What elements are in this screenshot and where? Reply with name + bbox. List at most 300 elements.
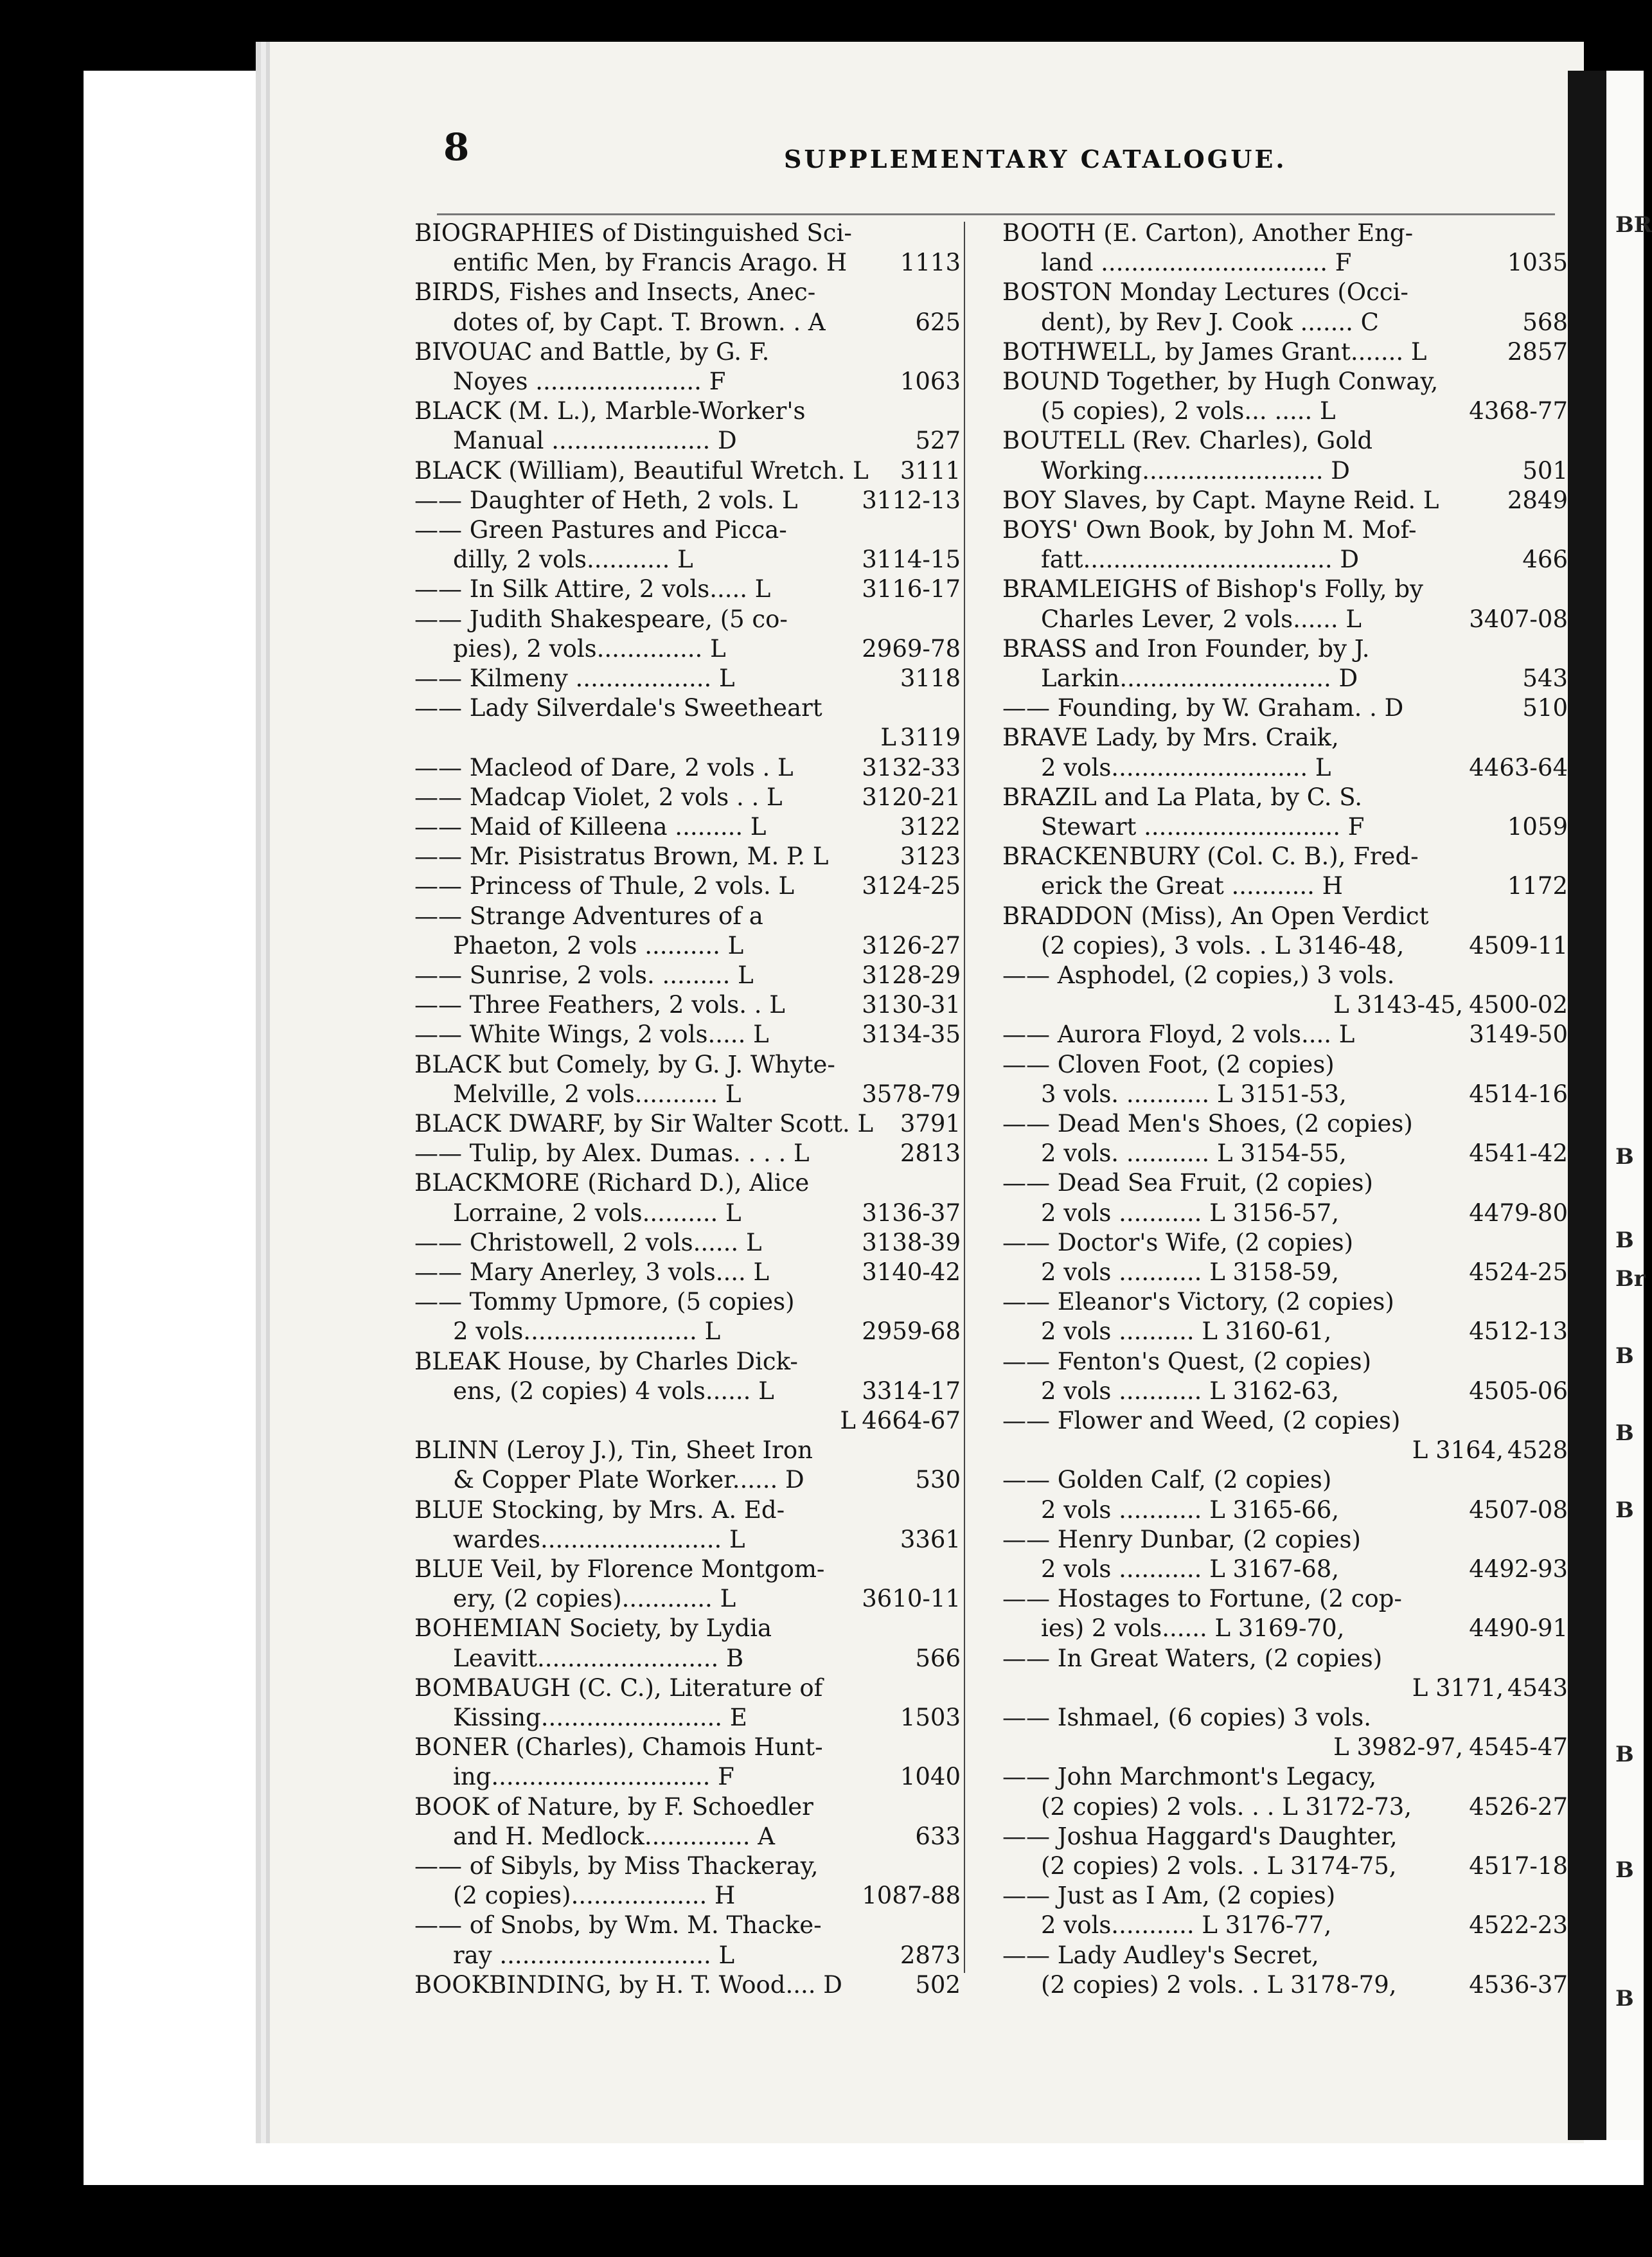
- catalogue-entry: [1002, 990, 1568, 1020]
- catalogue-entry: [1002, 693, 1568, 723]
- catalogue-entry: [1002, 1287, 1568, 1317]
- catalogue-entry: [1002, 308, 1568, 337]
- entry-text: —— Mary Anerley, 3 vols.... L: [414, 1258, 770, 1286]
- catalogue-entry: [414, 931, 961, 961]
- catalogue-entry: [414, 1851, 961, 1881]
- catalogue-entry: [414, 1080, 961, 1109]
- catalogue-entry: [1002, 1495, 1568, 1525]
- entry-number: 4500-02: [1469, 991, 1568, 1019]
- fragment-letter: B: [1615, 1742, 1634, 1767]
- entry-number: 2969-78: [862, 635, 961, 663]
- entry-number: 543: [1522, 665, 1568, 692]
- catalogue-entry: [414, 219, 961, 248]
- entry-number: 2873: [900, 1941, 961, 1969]
- entry-number: 2849: [1507, 486, 1568, 514]
- catalogue-entry: [414, 426, 961, 456]
- entry-number: 502: [915, 1971, 961, 1999]
- entry-number: 3610-11: [862, 1585, 961, 1612]
- catalogue-entry: [1002, 1970, 1568, 2000]
- entry-text: 2 vols. ........... L 3154-55,: [1041, 1139, 1347, 1167]
- entry-text: and H. Medlock.............. A: [453, 1823, 775, 1850]
- catalogue-entry: [1002, 1555, 1568, 1584]
- entry-text: —— Macleod of Dare, 2 vols . L: [414, 754, 794, 781]
- entry-text: —— Ishmael, (6 copies) 3 vols.: [1002, 1704, 1371, 1731]
- catalogue-entry: [1002, 1020, 1568, 1049]
- entry-text: BLEAK House, by Charles Dick-: [414, 1348, 798, 1375]
- entry-text: BRASS and Iron Founder, by J.: [1002, 635, 1370, 663]
- entry-text: Larkin............................ D: [1041, 665, 1358, 692]
- entry-text: BOOTH (E. Carton), Another Eng-: [1002, 219, 1414, 247]
- entry-text: (2 copies), 3 vols. . L 3146-48,: [1041, 932, 1405, 959]
- entry-text: 2 vols....................... L: [453, 1317, 721, 1345]
- catalogue-entry: [414, 515, 961, 545]
- entry-text: fatt................................. D: [1041, 546, 1360, 573]
- entry-number: 4490-91: [1469, 1614, 1568, 1642]
- entry-text: ing............................. F: [453, 1763, 734, 1790]
- catalogue-entry: [414, 397, 961, 426]
- entry-number: 1059: [1507, 813, 1568, 841]
- catalogue-entry: [1002, 902, 1568, 931]
- entry-text: (2 copies).................. H: [453, 1882, 736, 1909]
- entry-number: 3136-37: [862, 1199, 961, 1227]
- catalogue-entry: [414, 1377, 961, 1406]
- entry-text: —— White Wings, 2 vols..... L: [414, 1021, 769, 1048]
- scan-margin: [84, 71, 296, 2185]
- entry-text: —— Henry Dunbar, (2 copies): [1002, 1526, 1361, 1553]
- entry-text: BRADDON (Miss), An Open Verdict: [1002, 902, 1429, 930]
- catalogue-entry: [414, 1614, 961, 1643]
- catalogue-entry: [414, 486, 961, 515]
- entry-text: BOOKBINDING, by H. T. Wood.... D: [414, 1971, 842, 1999]
- entry-text: Working........................ D: [1041, 457, 1350, 485]
- entry-text: BRAMLEIGHS of Bishop's Folly, by: [1002, 575, 1423, 603]
- catalogue-entry: [414, 1020, 961, 1049]
- catalogue-entry: [1002, 1584, 1568, 1614]
- entry-text: ery, (2 copies)............ L: [453, 1585, 736, 1612]
- catalogue-entry: [1002, 456, 1568, 486]
- catalogue-entry: [414, 664, 961, 693]
- entry-text: —— Strange Adventures of a: [414, 902, 763, 930]
- catalogue-entry: [414, 456, 961, 486]
- entry-number: 2959-68: [862, 1317, 961, 1345]
- catalogue-entry: [414, 1703, 961, 1733]
- entry-text: —— Madcap Violet, 2 vols . . L: [414, 783, 783, 811]
- entry-text: —— Eleanor's Victory, (2 copies): [1002, 1288, 1394, 1316]
- entry-number: 4522-23: [1469, 1911, 1568, 1939]
- catalogue-entry: [1002, 1911, 1568, 1940]
- catalogue-entry: [1002, 1762, 1568, 1792]
- entry-text: dotes of, by Capt. T. Brown. . A: [453, 308, 826, 336]
- entry-number: 3407-08: [1469, 605, 1568, 633]
- entry-number: 1503: [900, 1704, 961, 1731]
- catalogue-entry: [1002, 1941, 1568, 1970]
- catalogue-entry: [414, 842, 961, 871]
- entry-text: —— Flower and Weed, (2 copies): [1002, 1407, 1401, 1434]
- entry-text: wardes........................ L: [453, 1526, 745, 1553]
- entry-text: 2 vols........... L 3176-77,: [1041, 1911, 1332, 1939]
- entry-text: —— Just as I Am, (2 copies): [1002, 1882, 1336, 1909]
- entry-text: BOSTON Monday Lectures (Occi-: [1002, 278, 1408, 306]
- entry-text: —— In Silk Attire, 2 vols..... L: [414, 575, 771, 603]
- entry-number: 633: [915, 1823, 961, 1850]
- catalogue-entry: [414, 1465, 961, 1495]
- running-title: SUPPLEMENTARY CATALOGUE.: [784, 145, 1287, 174]
- entry-number: 3116-17: [862, 575, 961, 603]
- catalogue-entry: [1002, 545, 1568, 575]
- entry-number: 4368-77: [1469, 397, 1568, 425]
- entry-number: 625: [915, 308, 961, 336]
- entry-text: —— Fenton's Quest, (2 copies): [1002, 1348, 1372, 1375]
- entry-text: —— Founding, by W. Graham. . D: [1002, 694, 1404, 722]
- entry-number: 4514-16: [1469, 1080, 1568, 1108]
- catalogue-entry: [414, 783, 961, 812]
- entry-text: —— Lady Audley's Secret,: [1002, 1941, 1319, 1969]
- entry-number: 4479-80: [1469, 1199, 1568, 1227]
- entry-text: —— John Marchmont's Legacy,: [1002, 1763, 1377, 1790]
- page-header: [443, 125, 1568, 183]
- entry-number: 4545-47: [1469, 1733, 1568, 1761]
- entry-number: 4526-27: [1469, 1793, 1568, 1821]
- entry-number: 3126-27: [862, 932, 961, 959]
- catalogue-entry: [414, 812, 961, 842]
- entry-number: 566: [915, 1645, 961, 1672]
- catalogue-entry: [1002, 1199, 1568, 1228]
- fragment-letter: B: [1615, 1857, 1634, 1883]
- entry-text: BOMBAUGH (C. C.), Literature of: [414, 1674, 823, 1702]
- catalogue-entry: [414, 961, 961, 990]
- catalogue-entry: [1002, 1792, 1568, 1822]
- entry-number: 3140-42: [862, 1258, 961, 1286]
- entry-number: 4524-25: [1469, 1258, 1568, 1286]
- catalogue-entry: [414, 1673, 961, 1703]
- entry-number: 3130-31: [862, 991, 961, 1019]
- catalogue-entry: [1002, 1168, 1568, 1198]
- catalogue-entry: [414, 1644, 961, 1673]
- catalogue-entry: [414, 1347, 961, 1377]
- entry-text: & Copper Plate Worker...... D: [453, 1466, 804, 1494]
- catalogue-entry: [414, 1317, 961, 1346]
- entry-text: BRAVE Lady, by Mrs. Craik,: [1002, 724, 1339, 751]
- entry-number: 3132-33: [862, 754, 961, 781]
- entry-text: —— Tulip, by Alex. Dumas. . . . L: [414, 1139, 810, 1167]
- entry-number: 3128-29: [862, 961, 961, 989]
- catalogue-entry: [414, 1792, 961, 1822]
- catalogue-entry: [1002, 783, 1568, 812]
- catalogue-entry: [414, 575, 961, 604]
- entry-number: 3578-79: [862, 1080, 961, 1108]
- catalogue-entry: [1002, 486, 1568, 515]
- entry-text: Manual ..................... D: [453, 427, 737, 454]
- catalogue-entry: [1002, 337, 1568, 367]
- catalogue-entry: [1002, 634, 1568, 664]
- catalogue-entry: [1002, 1733, 1568, 1762]
- entry-text: BLINN (Leroy J.), Tin, Sheet Iron: [414, 1436, 813, 1464]
- entry-number: 3134-35: [862, 1021, 961, 1048]
- entry-text: BRAZIL and La Plata, by C. S.: [1002, 783, 1363, 811]
- entry-text: —— In Great Waters, (2 copies): [1002, 1645, 1383, 1672]
- entry-number: 4507-08: [1469, 1496, 1568, 1524]
- entry-text: 3 vols. ........... L 3151-53,: [1041, 1080, 1347, 1108]
- catalogue-entry: [1002, 1881, 1568, 1911]
- entry-number: 4492-93: [1469, 1555, 1568, 1583]
- entry-text: —— Dead Sea Fruit, (2 copies): [1002, 1169, 1373, 1197]
- entry-text: Noyes ...................... F: [453, 368, 726, 395]
- catalogue-entry: [1002, 1317, 1568, 1346]
- catalogue-entry: [1002, 871, 1568, 901]
- catalogue-entry: [414, 1436, 961, 1465]
- catalogue-entry: [414, 902, 961, 931]
- entry-number: 568: [1522, 308, 1568, 336]
- entry-number: 4536-37: [1469, 1971, 1568, 1999]
- entry-text: 2 vols ........... L 3167-68,: [1041, 1555, 1340, 1583]
- entry-number: 3361: [900, 1526, 961, 1553]
- entry-text: —— Judith Shakespeare, (5 co-: [414, 605, 788, 633]
- entry-text: BOTHWELL, by James Grant....... L: [1002, 338, 1427, 366]
- entry-text: —— Green Pastures and Picca-: [414, 516, 787, 544]
- entry-text: —— Sunrise, 2 vols. ......... L: [414, 961, 754, 989]
- entry-text: Phaeton, 2 vols .......... L: [453, 932, 744, 959]
- entry-text: BOUTELL (Rev. Charles), Gold: [1002, 427, 1373, 454]
- catalogue-entry: [1002, 1080, 1568, 1109]
- entry-text: (2 copies) 2 vols. . L 3178-79,: [1041, 1971, 1397, 1999]
- catalogue-entry: [414, 1495, 961, 1525]
- entry-number: 3122: [900, 813, 961, 841]
- catalogue-entry: [414, 1228, 961, 1258]
- catalogue-entry: [414, 308, 961, 337]
- catalogue-entry: [414, 723, 961, 753]
- entry-number: 1063: [900, 368, 961, 395]
- catalogue-entry: [1002, 1377, 1568, 1406]
- entry-text: —— Asphodel, (2 copies,) 3 vols.: [1002, 961, 1395, 989]
- entry-text: BIVOUAC and Battle, by G. F.: [414, 338, 770, 366]
- entry-text: 2 vols ........... L 3162-63,: [1041, 1377, 1340, 1405]
- catalogue-entry: [1002, 575, 1568, 604]
- catalogue-entry: [1002, 248, 1568, 278]
- entry-number: 501: [1522, 457, 1568, 485]
- entry-text: —— Mr. Pisistratus Brown, M. P. L: [414, 843, 829, 870]
- entry-number: 4541-42: [1469, 1139, 1568, 1167]
- catalogue-entry: [1002, 812, 1568, 842]
- entry-text: BOUND Together, by Hugh Conway,: [1002, 368, 1439, 395]
- entry-text: —— Three Feathers, 2 vols. . L: [414, 991, 785, 1019]
- catalogue-entry: [414, 1584, 961, 1614]
- scan-bottom-margin: [84, 2140, 1644, 2185]
- entry-text: L: [840, 1407, 856, 1434]
- entry-text: BLACKMORE (Richard D.), Alice: [414, 1169, 810, 1197]
- catalogue-entry: [414, 337, 961, 367]
- catalogue-entry: [414, 1258, 961, 1287]
- entry-number: 530: [915, 1466, 961, 1494]
- entry-text: L 3164,: [1412, 1436, 1504, 1464]
- entry-text: —— Maid of Killeena ......... L: [414, 813, 767, 841]
- entry-number: 4463-64: [1469, 754, 1568, 781]
- catalogue-entry: [1002, 605, 1568, 634]
- entry-text: —— Joshua Haggard's Daughter,: [1002, 1823, 1398, 1850]
- catalogue-entry: [414, 1525, 961, 1555]
- entry-number: 4664-67: [862, 1407, 961, 1434]
- entry-text: —— of Snobs, by Wm. M. Thacke-: [414, 1911, 822, 1939]
- entry-number: 2857: [1507, 338, 1568, 366]
- entry-text: BONER (Charles), Chamois Hunt-: [414, 1733, 823, 1761]
- entry-text: ray ............................ L: [453, 1941, 735, 1969]
- page-number: 8: [443, 125, 470, 169]
- entry-text: 2 vols.......................... L: [1041, 754, 1331, 781]
- catalogue-entry: [1002, 515, 1568, 545]
- entry-number: 4543: [1507, 1674, 1568, 1702]
- catalogue-entry: [414, 634, 961, 664]
- fragment-letter: BR: [1615, 212, 1652, 238]
- catalogue-entry: [414, 1881, 961, 1911]
- entry-text: BLACK DWARF, by Sir Walter Scott. L: [414, 1110, 874, 1137]
- catalogue-entry: [1002, 1851, 1568, 1881]
- entry-text: —— Aurora Floyd, 2 vols.... L: [1002, 1021, 1355, 1048]
- entry-number: 1035: [1507, 249, 1568, 276]
- entry-number: 510: [1522, 694, 1568, 722]
- entry-text: —— Kilmeny .................. L: [414, 665, 735, 692]
- entry-text: —— Dead Men's Shoes, (2 copies): [1002, 1110, 1413, 1137]
- entry-text: —— of Sibyls, by Miss Thackeray,: [414, 1852, 819, 1880]
- entry-text: Charles Lever, 2 vols...... L: [1041, 605, 1362, 633]
- entry-text: (5 copies), 2 vols... ..... L: [1041, 397, 1336, 425]
- entry-number: 3119: [900, 724, 961, 751]
- fragment-letter: Br: [1615, 1266, 1646, 1292]
- entry-number: 3120-21: [862, 783, 961, 811]
- entry-text: (2 copies) 2 vols. . . L 3172-73,: [1041, 1793, 1412, 1821]
- entry-text: ens, (2 copies) 4 vols...... L: [453, 1377, 774, 1405]
- catalogue-entry: [1002, 1347, 1568, 1377]
- catalogue-entry: [414, 871, 961, 901]
- catalogue-entry: [1002, 1644, 1568, 1673]
- entry-text: 2 vols ........... L 3156-57,: [1041, 1199, 1340, 1227]
- catalogue-entry: [1002, 723, 1568, 753]
- entry-text: erick the Great ........... H: [1041, 872, 1343, 900]
- catalogue-entry: [414, 278, 961, 307]
- catalogue-entry: [414, 1050, 961, 1080]
- catalogue-entry: [414, 693, 961, 723]
- entry-text: 2 vols ........... L 3165-66,: [1041, 1496, 1340, 1524]
- entry-number: 3112-13: [862, 486, 961, 514]
- entry-text: land .............................. F: [1041, 249, 1352, 276]
- fragment-letter: B: [1615, 1420, 1634, 1446]
- catalogue-entry: [414, 1941, 961, 1970]
- catalogue-entry: [1002, 1228, 1568, 1258]
- catalogue-entry: [414, 1287, 961, 1317]
- entry-number: 1040: [900, 1763, 961, 1790]
- catalogue-entry: [1002, 219, 1568, 248]
- column-divider: [964, 222, 965, 1973]
- entry-number: 3114-15: [862, 546, 961, 573]
- entry-number: 2813: [900, 1139, 961, 1167]
- entry-text: BRACKENBURY (Col. C. B.), Fred-: [1002, 843, 1419, 870]
- catalogue-entry: [414, 1762, 961, 1792]
- catalogue-entry: [414, 1109, 961, 1139]
- entry-text: Lorraine, 2 vols.......... L: [453, 1199, 742, 1227]
- catalogue-entry: [414, 605, 961, 634]
- catalogue-entry: [1002, 753, 1568, 783]
- entry-text: BOHEMIAN Society, by Lydia: [414, 1614, 772, 1642]
- entry-text: L 3143-45,: [1333, 991, 1463, 1019]
- entry-number: 3118: [900, 665, 961, 692]
- entry-text: L 3171,: [1412, 1674, 1504, 1702]
- catalogue-entry: [414, 753, 961, 783]
- catalogue-entry: [414, 1970, 961, 2000]
- entry-text: BLACK (M. L.), Marble-Worker's: [414, 397, 806, 425]
- catalogue-entry: [1002, 1673, 1568, 1703]
- entry-number: 1113: [900, 249, 961, 276]
- entry-text: BIOGRAPHIES of Distinguished Sci-: [414, 219, 852, 247]
- catalogue-entry: [414, 1555, 961, 1584]
- entry-text: BOY Slaves, by Capt. Mayne Reid. L: [1002, 486, 1439, 514]
- entry-text: —— Doctor's Wife, (2 copies): [1002, 1229, 1354, 1256]
- catalogue-entry: [1002, 367, 1568, 397]
- catalogue-entry: [414, 990, 961, 1020]
- entry-number: 3124-25: [862, 872, 961, 900]
- entry-text: Leavitt........................ B: [453, 1645, 744, 1672]
- entry-number: 3111: [900, 457, 961, 485]
- entry-text: BLACK but Comely, by G. J. Whyte-: [414, 1051, 835, 1078]
- entry-number: 3791: [900, 1110, 961, 1137]
- entry-text: ies) 2 vols...... L 3169-70,: [1041, 1614, 1345, 1642]
- entry-text: (2 copies) 2 vols. . L 3174-75,: [1041, 1852, 1397, 1880]
- entry-text: Stewart .......................... F: [1041, 813, 1365, 841]
- entry-number: 1087-88: [862, 1882, 961, 1909]
- fragment-letter: B: [1615, 1144, 1634, 1170]
- catalogue-entry: [1002, 397, 1568, 426]
- catalogue-entry: [414, 248, 961, 278]
- catalogue-entry: [1002, 1822, 1568, 1851]
- catalogue-entry: [1002, 1258, 1568, 1287]
- catalogue-entry: [1002, 278, 1568, 307]
- catalogue-entry: [1002, 931, 1568, 961]
- book-spine-shadow: [1568, 71, 1606, 2140]
- entry-text: 2 vols .......... L 3160-61,: [1041, 1317, 1332, 1345]
- entry-number: 3123: [900, 843, 961, 870]
- catalogue-entry: [1002, 1525, 1568, 1555]
- catalogue-entry: [1002, 1109, 1568, 1139]
- catalogue-entry: [414, 1168, 961, 1198]
- entry-text: Melville, 2 vols........... L: [453, 1080, 742, 1108]
- header-rule: [437, 213, 1555, 215]
- entry-text: —— Tommy Upmore, (5 copies): [414, 1288, 795, 1316]
- fragment-letter: B: [1615, 1497, 1634, 1523]
- catalogue-entry: [414, 1199, 961, 1228]
- catalogue-entry: [1002, 1465, 1568, 1495]
- catalogue-entry: [414, 545, 961, 575]
- entry-text: —— Golden Calf, (2 copies): [1002, 1466, 1332, 1494]
- entry-text: —— Cloven Foot, (2 copies): [1002, 1051, 1335, 1078]
- entry-number: 3314-17: [862, 1377, 961, 1405]
- entry-number: 1172: [1507, 872, 1568, 900]
- catalogue-entry: [414, 1733, 961, 1762]
- entry-text: BLACK (William), Beautiful Wretch. L: [414, 457, 869, 485]
- entry-text: BOYS' Own Book, by John M. Mof-: [1002, 516, 1417, 544]
- catalogue-entry: [1002, 961, 1568, 990]
- catalogue-entry: [1002, 1703, 1568, 1733]
- entry-number: 466: [1522, 546, 1568, 573]
- entry-number: 4505-06: [1469, 1377, 1568, 1405]
- catalogue-entry: [1002, 1406, 1568, 1436]
- entry-text: Kissing........................ E: [453, 1704, 747, 1731]
- catalogue-entry: [1002, 1436, 1568, 1465]
- entry-number: 4528: [1507, 1436, 1568, 1464]
- entry-text: BOOK of Nature, by F. Schoedler: [414, 1793, 813, 1821]
- entry-text: —— Hostages to Fortune, (2 cop-: [1002, 1585, 1402, 1612]
- catalogue-entry: [414, 367, 961, 397]
- facing-page-fragments: [1613, 212, 1652, 2012]
- entry-text: entific Men, by Francis Arago. H: [453, 249, 848, 276]
- entry-text: 2 vols ........... L 3158-59,: [1041, 1258, 1340, 1286]
- entry-text: dent), by Rev J. Cook ....... C: [1041, 308, 1379, 336]
